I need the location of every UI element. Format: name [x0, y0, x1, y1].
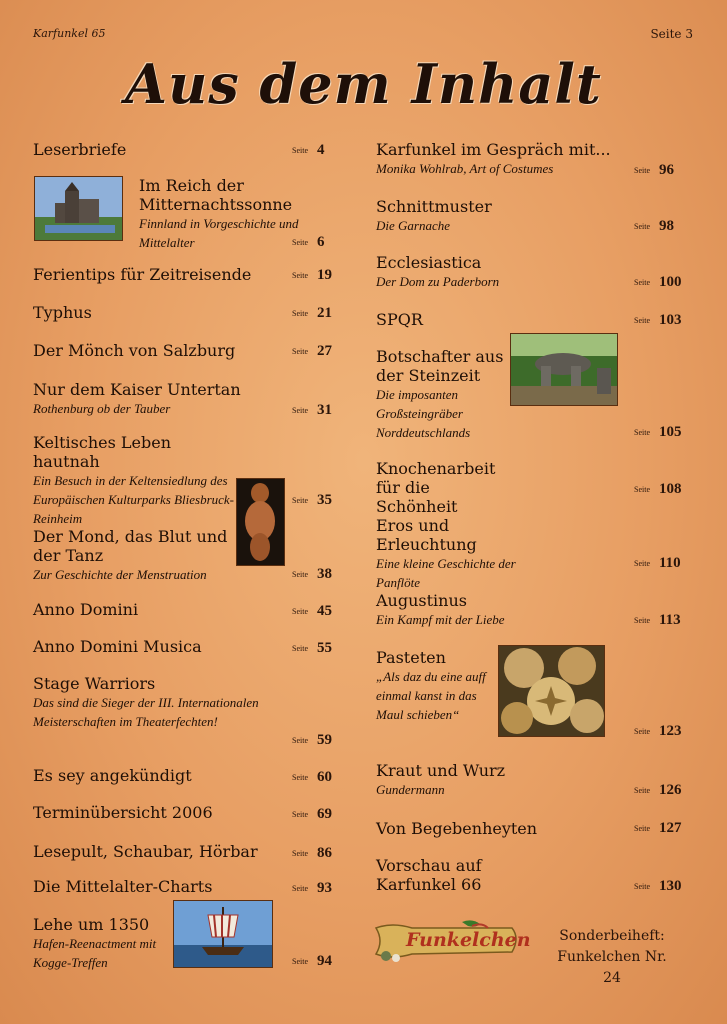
page-num: 35 [317, 491, 332, 508]
seite-label: Seite [634, 165, 650, 175]
toc-entry-steinzeit[interactable] [376, 347, 506, 442]
page-num: 93 [317, 879, 332, 896]
entry-title: Anno Domini Musica [33, 637, 202, 656]
entry-page [292, 952, 332, 970]
seite-label: Seite [292, 772, 308, 782]
toc-entry-kaiser[interactable] [33, 380, 283, 418]
entry-title: Schnittmuster [376, 197, 492, 216]
photo-castle [34, 176, 123, 241]
entry-page [292, 342, 332, 360]
seite-label: Seite [634, 315, 650, 325]
entry-title: Ecclesiastica [376, 253, 482, 272]
entry-subtitle: Ein Besuch in der Keltensiedlung des Europäischen Kulturparks Bliesbruck-Reinheim [33, 473, 234, 526]
page-num: 45 [317, 602, 332, 619]
entry-title: Nur dem Kaiser Untertan [33, 380, 241, 399]
entry-page [634, 554, 681, 572]
page-num: 123 [659, 722, 682, 739]
toc-entry-augustinus[interactable] [376, 591, 626, 629]
entry-page [292, 639, 332, 657]
toc-entry-typhus[interactable] [33, 303, 283, 322]
entry-title: Knochenarbeit für die Schönheit [376, 459, 496, 516]
photo-megalith [510, 333, 618, 406]
seite-label: Seite [292, 606, 308, 616]
entry-page [634, 877, 682, 895]
toc-entry-mitternachtssonne[interactable] [139, 176, 299, 252]
entry-title: Keltisches Leben hautnah [33, 433, 172, 471]
toc-entry-anno-domini-musica[interactable] [33, 637, 283, 656]
photo-kogge-ship [173, 900, 273, 968]
entry-page [634, 311, 682, 329]
entry-title: Lehe um 1350 [33, 915, 150, 934]
entry-subtitle: Die Garnache [376, 218, 451, 233]
entry-page [292, 304, 332, 322]
page-num: 55 [317, 639, 332, 656]
page-number: Seite 3 [650, 27, 693, 41]
seite-label: Seite [634, 558, 650, 568]
seite-label: Seite [634, 785, 650, 795]
page-num: 105 [659, 423, 682, 440]
entry-subtitle: Das sind die Sieger der III. Internationalen Meisterschaften im Theaterfechten! [33, 695, 259, 729]
toc-entry-mond[interactable] [33, 527, 233, 584]
seite-label: Seite [292, 145, 308, 155]
entry-subtitle: Finnland in Vorgeschichte und Mittelalter [139, 216, 299, 250]
entry-page [634, 480, 682, 498]
entry-title: Die Mittelalter-Charts [33, 877, 213, 896]
page-num: 4 [317, 141, 325, 158]
photo-venus-figurine [236, 478, 285, 566]
page-title: Aus dem Inhalt [125, 52, 602, 116]
toc-entry-leserbriefe[interactable] [33, 140, 283, 159]
entry-subtitle: Eine kleine Geschichte der Panflöte [376, 556, 516, 590]
entry-title: Der Mond, das Blut und der Tanz [33, 527, 228, 565]
entry-title: Es sey angekündigt [33, 766, 192, 785]
page-num: 19 [317, 266, 332, 283]
magazine-issue: Karfunkel 65 [33, 27, 106, 40]
entry-page [634, 273, 682, 291]
page-num: 100 [659, 273, 682, 290]
funkelchen-caption: Sonderbeiheft: Funkelchen Nr. 24 [557, 928, 667, 986]
entry-page [292, 602, 332, 620]
page-num: 108 [659, 480, 682, 497]
page-num: 96 [659, 161, 674, 178]
entry-title: Der Mönch von Salzburg [33, 341, 236, 360]
entry-page [292, 768, 332, 786]
entry-title: Anno Domini [33, 600, 139, 619]
seite-label: Seite [292, 809, 308, 819]
entry-title: Lesepult, Schaubar, Hörbar [33, 842, 258, 861]
toc-entry-vorschau[interactable] [376, 856, 506, 894]
entry-page [292, 233, 325, 251]
entry-title: Vorschau auf Karfunkel 66 [376, 856, 482, 894]
page-num: 103 [659, 311, 682, 328]
entry-title: Leserbriefe [33, 140, 127, 159]
toc-entry-spqr[interactable] [376, 310, 496, 329]
entry-page [292, 879, 332, 897]
toc-entry-knochenarbeit[interactable] [376, 459, 506, 516]
entry-subtitle: Der Dom zu Paderborn [376, 274, 500, 289]
seite-label: Seite [292, 848, 308, 858]
photo-pasteten [498, 645, 605, 737]
entry-title: Augustinus [376, 591, 467, 610]
page-num: 60 [317, 768, 332, 785]
page-num: 6 [317, 233, 325, 250]
seite-label: Seite [292, 956, 308, 966]
funkelchen-banner [372, 918, 531, 964]
page-num: 59 [317, 731, 332, 748]
entry-page [634, 161, 674, 179]
entry-page [292, 491, 332, 509]
entry-page [292, 141, 325, 159]
seite-label: Seite [292, 643, 308, 653]
toc-entry-pasteten[interactable] [376, 648, 488, 724]
toc-entry-moench[interactable] [33, 341, 283, 360]
page-num: 130 [659, 877, 682, 894]
entry-title: Von Begebenheyten [376, 819, 538, 838]
entry-page [292, 731, 332, 749]
entry-subtitle: Hafen-Reenactment mit Kogge-Treffen [33, 936, 157, 970]
entry-title: Eros und Erleuchtung [376, 516, 477, 554]
seite-label: Seite [292, 569, 308, 579]
entry-page [292, 266, 332, 284]
entry-page [292, 805, 332, 823]
entry-page [634, 611, 681, 629]
toc-entry-ferientips[interactable] [33, 265, 283, 284]
page-num: 113 [659, 611, 681, 628]
entry-subtitle: Zur Geschichte der Menstruation [33, 567, 207, 582]
entry-page [292, 844, 332, 862]
page-num: 94 [317, 952, 332, 969]
entry-title: Terminübersicht 2006 [33, 803, 213, 822]
entry-title: Stage Warriors [33, 674, 156, 693]
seite-label: Seite [292, 346, 308, 356]
entry-page [292, 401, 332, 419]
page-num: 110 [659, 554, 681, 571]
toc-entry-termine[interactable] [33, 803, 283, 822]
toc-entry-kraut-und-wurz[interactable] [376, 761, 626, 799]
page-num: 27 [317, 342, 332, 359]
entry-subtitle: Monika Wohlrab, Art of Costumes [376, 161, 554, 176]
entry-subtitle: „Als daz du eine auff einmal kanst in das Maul schieben“ [376, 669, 486, 722]
entry-title: Pasteten [376, 648, 446, 667]
seite-label: Seite [292, 308, 308, 318]
toc-entry-ecclesiastica[interactable] [376, 253, 626, 291]
entry-page [634, 781, 682, 799]
seite-label: Seite [292, 735, 308, 745]
toc-entry-lesepult[interactable] [33, 842, 283, 861]
entry-title: Kraut und Wurz [376, 761, 506, 780]
seite-label: Seite [292, 495, 308, 505]
page-num: 98 [659, 217, 674, 234]
page-num: 21 [317, 304, 332, 321]
toc-entry-stage-warriors[interactable] [33, 674, 273, 731]
seite-label: Seite [634, 221, 650, 231]
page-num: 38 [317, 565, 332, 582]
seite-label: Seite [634, 615, 650, 625]
toc-entry-anno-domini[interactable] [33, 600, 283, 619]
toc-entry-keltisch[interactable] [33, 433, 239, 528]
page-num: 31 [317, 401, 332, 418]
entry-title: Ferientips für Zeitreisende [33, 265, 252, 284]
toc-entry-begebenheyten[interactable] [376, 819, 626, 838]
entry-page [634, 722, 682, 740]
entry-subtitle: Ein Kampf mit der Liebe [376, 612, 505, 627]
entry-title: Karfunkel im Gespräch mit... [376, 140, 611, 159]
entry-page [634, 423, 682, 441]
page-num: 86 [317, 844, 332, 861]
toc-entry-charts[interactable] [33, 877, 283, 896]
seite-label: Seite [634, 881, 650, 891]
seite-label: Seite [292, 270, 308, 280]
entry-page [634, 819, 682, 837]
seite-label: Seite [634, 726, 650, 736]
entry-title: Typhus [33, 303, 92, 322]
toc-entry-angekuendigt[interactable] [33, 766, 283, 785]
entry-subtitle: Die imposanten Großsteingräber Norddeutschlands [376, 387, 471, 440]
entry-title: Botschafter aus der Steinzeit [376, 347, 504, 385]
seite-label: Seite [634, 427, 650, 437]
entry-subtitle: Gundermann [376, 782, 445, 797]
seite-label: Seite [292, 405, 308, 415]
seite-label: Seite [292, 237, 308, 247]
toc-entry-eros[interactable] [376, 516, 536, 592]
page-num: 127 [659, 819, 682, 836]
toc-entry-schnittmuster[interactable] [376, 197, 626, 235]
funkelchen-banner-text: Funkelchen [406, 929, 531, 951]
entry-title: Im Reich der Mitternachtssonne [139, 176, 293, 214]
seite-label: Seite [292, 883, 308, 893]
page-num: 69 [317, 805, 332, 822]
toc-entry-lehe[interactable] [33, 915, 173, 972]
seite-label: Seite [634, 823, 650, 833]
entry-page [292, 565, 332, 583]
entry-subtitle: Rothenburg ob der Tauber [33, 401, 171, 416]
seite-label: Seite [634, 484, 650, 494]
entry-page [634, 217, 674, 235]
page-num: 126 [659, 781, 682, 798]
entry-title: SPQR [376, 310, 423, 329]
seite-label: Seite [634, 277, 650, 287]
toc-entry-gespraech[interactable] [376, 140, 626, 178]
